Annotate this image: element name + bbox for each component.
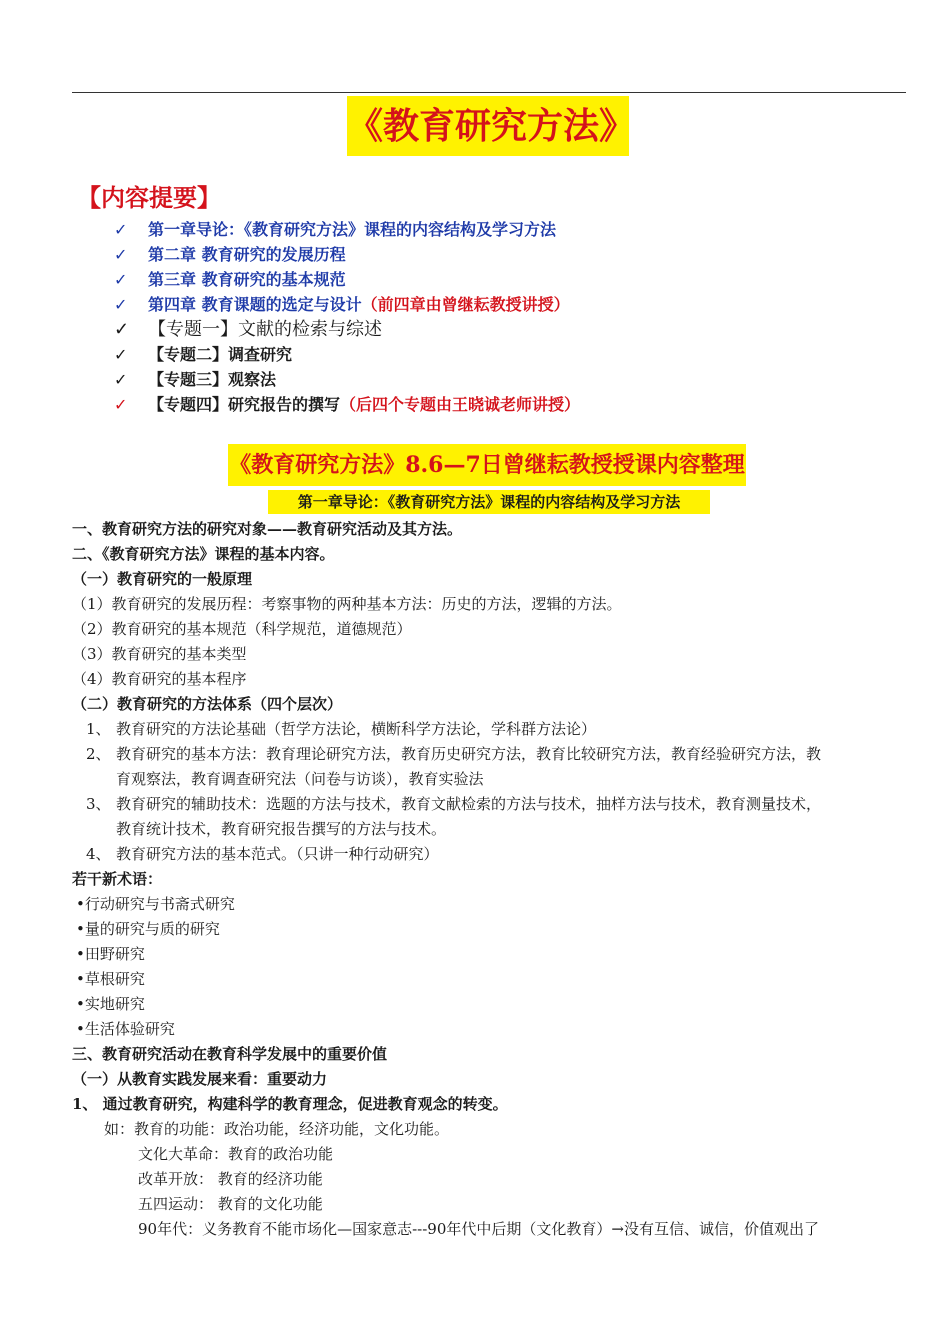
- check-icon: ✓: [114, 319, 130, 340]
- item-number: 2、: [86, 745, 111, 763]
- toc-item: [114, 317, 580, 342]
- toc-item: [114, 267, 580, 292]
- toc-item-label: 第三章 教育研究的基本规范: [148, 270, 346, 289]
- check-icon: ✓: [114, 345, 128, 364]
- check-icon: ✓: [114, 245, 128, 264]
- body-line: （2）教育研究的基本规范（科学规范，道德规范）: [72, 620, 412, 638]
- numbered-item: [72, 842, 912, 867]
- chapter-title: 第一章导论：《教育研究方法》课程的内容结构及学习方法: [268, 490, 710, 514]
- body-line: 一、教育研究方法的研究对象——教育研究活动及其方法。: [72, 520, 463, 538]
- toc-item-note: （后四个专题由王晓诚老师讲授）: [340, 395, 581, 414]
- toc-item: [114, 217, 580, 242]
- numbered-item: [72, 742, 912, 767]
- toc-item-label: 【专题二】调查研究: [148, 345, 293, 364]
- toc-item-label: 【专题三】观察法: [148, 370, 277, 389]
- toc-item-label: 第一章导论：《教育研究方法》课程的内容结构及学习方法: [148, 220, 557, 239]
- body-line: （一）教育研究的一般原理: [72, 570, 253, 588]
- section-subtitle: 《教育研究方法》8.6—7日曾继耘教授授课内容整理: [228, 444, 746, 486]
- body-line: 教育研究的基本方法：教育理论研究方法，教育历史研究方法，教育比较研究方法，教育经验研究方法，教: [116, 745, 822, 763]
- terms-heading: 若干新术语：: [72, 870, 163, 888]
- term-item: •实地研究: [76, 995, 145, 1013]
- body-line: （1）教育研究的发展历程：考察事物的两种基本方法：历史的方法，逻辑的方法。: [72, 595, 622, 613]
- check-icon: ✓: [114, 295, 128, 314]
- item-number: 4、: [86, 845, 111, 863]
- term-item: •生活体验研究: [76, 1020, 175, 1038]
- toc-item: [114, 367, 580, 392]
- check-icon: ✓: [114, 395, 128, 414]
- toc-item-label: 【专题四】研究报告的撰写: [148, 395, 341, 414]
- body-line: 教育研究的方法论基础（哲学方法论，横断科学方法论，学科群方法论）: [116, 720, 597, 738]
- header-rule: [72, 92, 906, 93]
- toc-item: [114, 242, 580, 267]
- table-of-contents: [114, 217, 580, 417]
- term-item: •草根研究: [76, 970, 145, 988]
- toc-item-note: （前四章由曾继耘教授讲授）: [361, 295, 570, 314]
- body-line: 三、教育研究活动在教育科学发展中的重要价值: [72, 1045, 388, 1063]
- check-icon: ✓: [114, 270, 128, 289]
- item-number: 1、: [86, 720, 111, 738]
- body-line: 教育研究方法的基本范式。（只讲一种行动研究）: [116, 845, 439, 863]
- numbered-item: [72, 717, 912, 742]
- toc-item-label: 【专题一】文献的检索与综述: [148, 319, 382, 340]
- body-line: 1、 通过教育研究，构建科学的教育理念，促进教育观念的转变。: [72, 1095, 508, 1113]
- document-body: [72, 517, 912, 1242]
- term-item: •量的研究与质的研究: [76, 920, 220, 938]
- item-number: 3、: [86, 795, 111, 813]
- body-line: 教育统计技术，教育研究报告撰写的方法与技术。: [116, 820, 447, 838]
- body-line: （二）教育研究的方法体系（四个层次）: [72, 695, 343, 713]
- term-item: •行动研究与书斋式研究: [76, 895, 235, 913]
- toc-item-label: 第二章 教育研究的发展历程: [148, 245, 346, 264]
- body-line: （3）教育研究的基本类型: [72, 645, 247, 663]
- term-item: •田野研究: [76, 945, 145, 963]
- check-icon: ✓: [114, 370, 128, 389]
- toc-item: [114, 392, 580, 417]
- toc-item: [114, 292, 580, 317]
- summary-heading: 【内容提要】: [77, 183, 221, 212]
- toc-item-label: 第四章 教育课题的选定与设计: [148, 295, 362, 314]
- body-line: （4）教育研究的基本程序: [72, 670, 247, 688]
- body-line: 改革开放： 教育的经济功能: [138, 1170, 323, 1188]
- body-line: 五四运动： 教育的文化功能: [138, 1195, 323, 1213]
- check-icon: ✓: [114, 220, 128, 239]
- body-line: （一）从教育实践发展来看：重要动力: [72, 1070, 328, 1088]
- body-line: 如：教育的功能：政治功能，经济功能，文化功能。: [104, 1120, 450, 1138]
- body-line: 育观察法，教育调查研究法（问卷与访谈），教育实验法: [116, 770, 484, 788]
- toc-item: [114, 342, 580, 367]
- body-line: 二、《教育研究方法》课程的基本内容。: [72, 545, 335, 563]
- body-line: 文化大革命：教育的政治功能: [138, 1145, 334, 1163]
- body-line: 90年代：义务教育不能市场化—国家意志---90年代中后期（文化教育）→没有互信、诚信，价值观出了: [138, 1220, 819, 1238]
- document-title: 《教育研究方法》: [347, 96, 629, 156]
- body-line: 教育研究的辅助技术：选题的方法与技术，教育文献检索的方法与技术，抽样方法与技术，教育测量技术，: [116, 795, 822, 813]
- numbered-item: [72, 792, 912, 817]
